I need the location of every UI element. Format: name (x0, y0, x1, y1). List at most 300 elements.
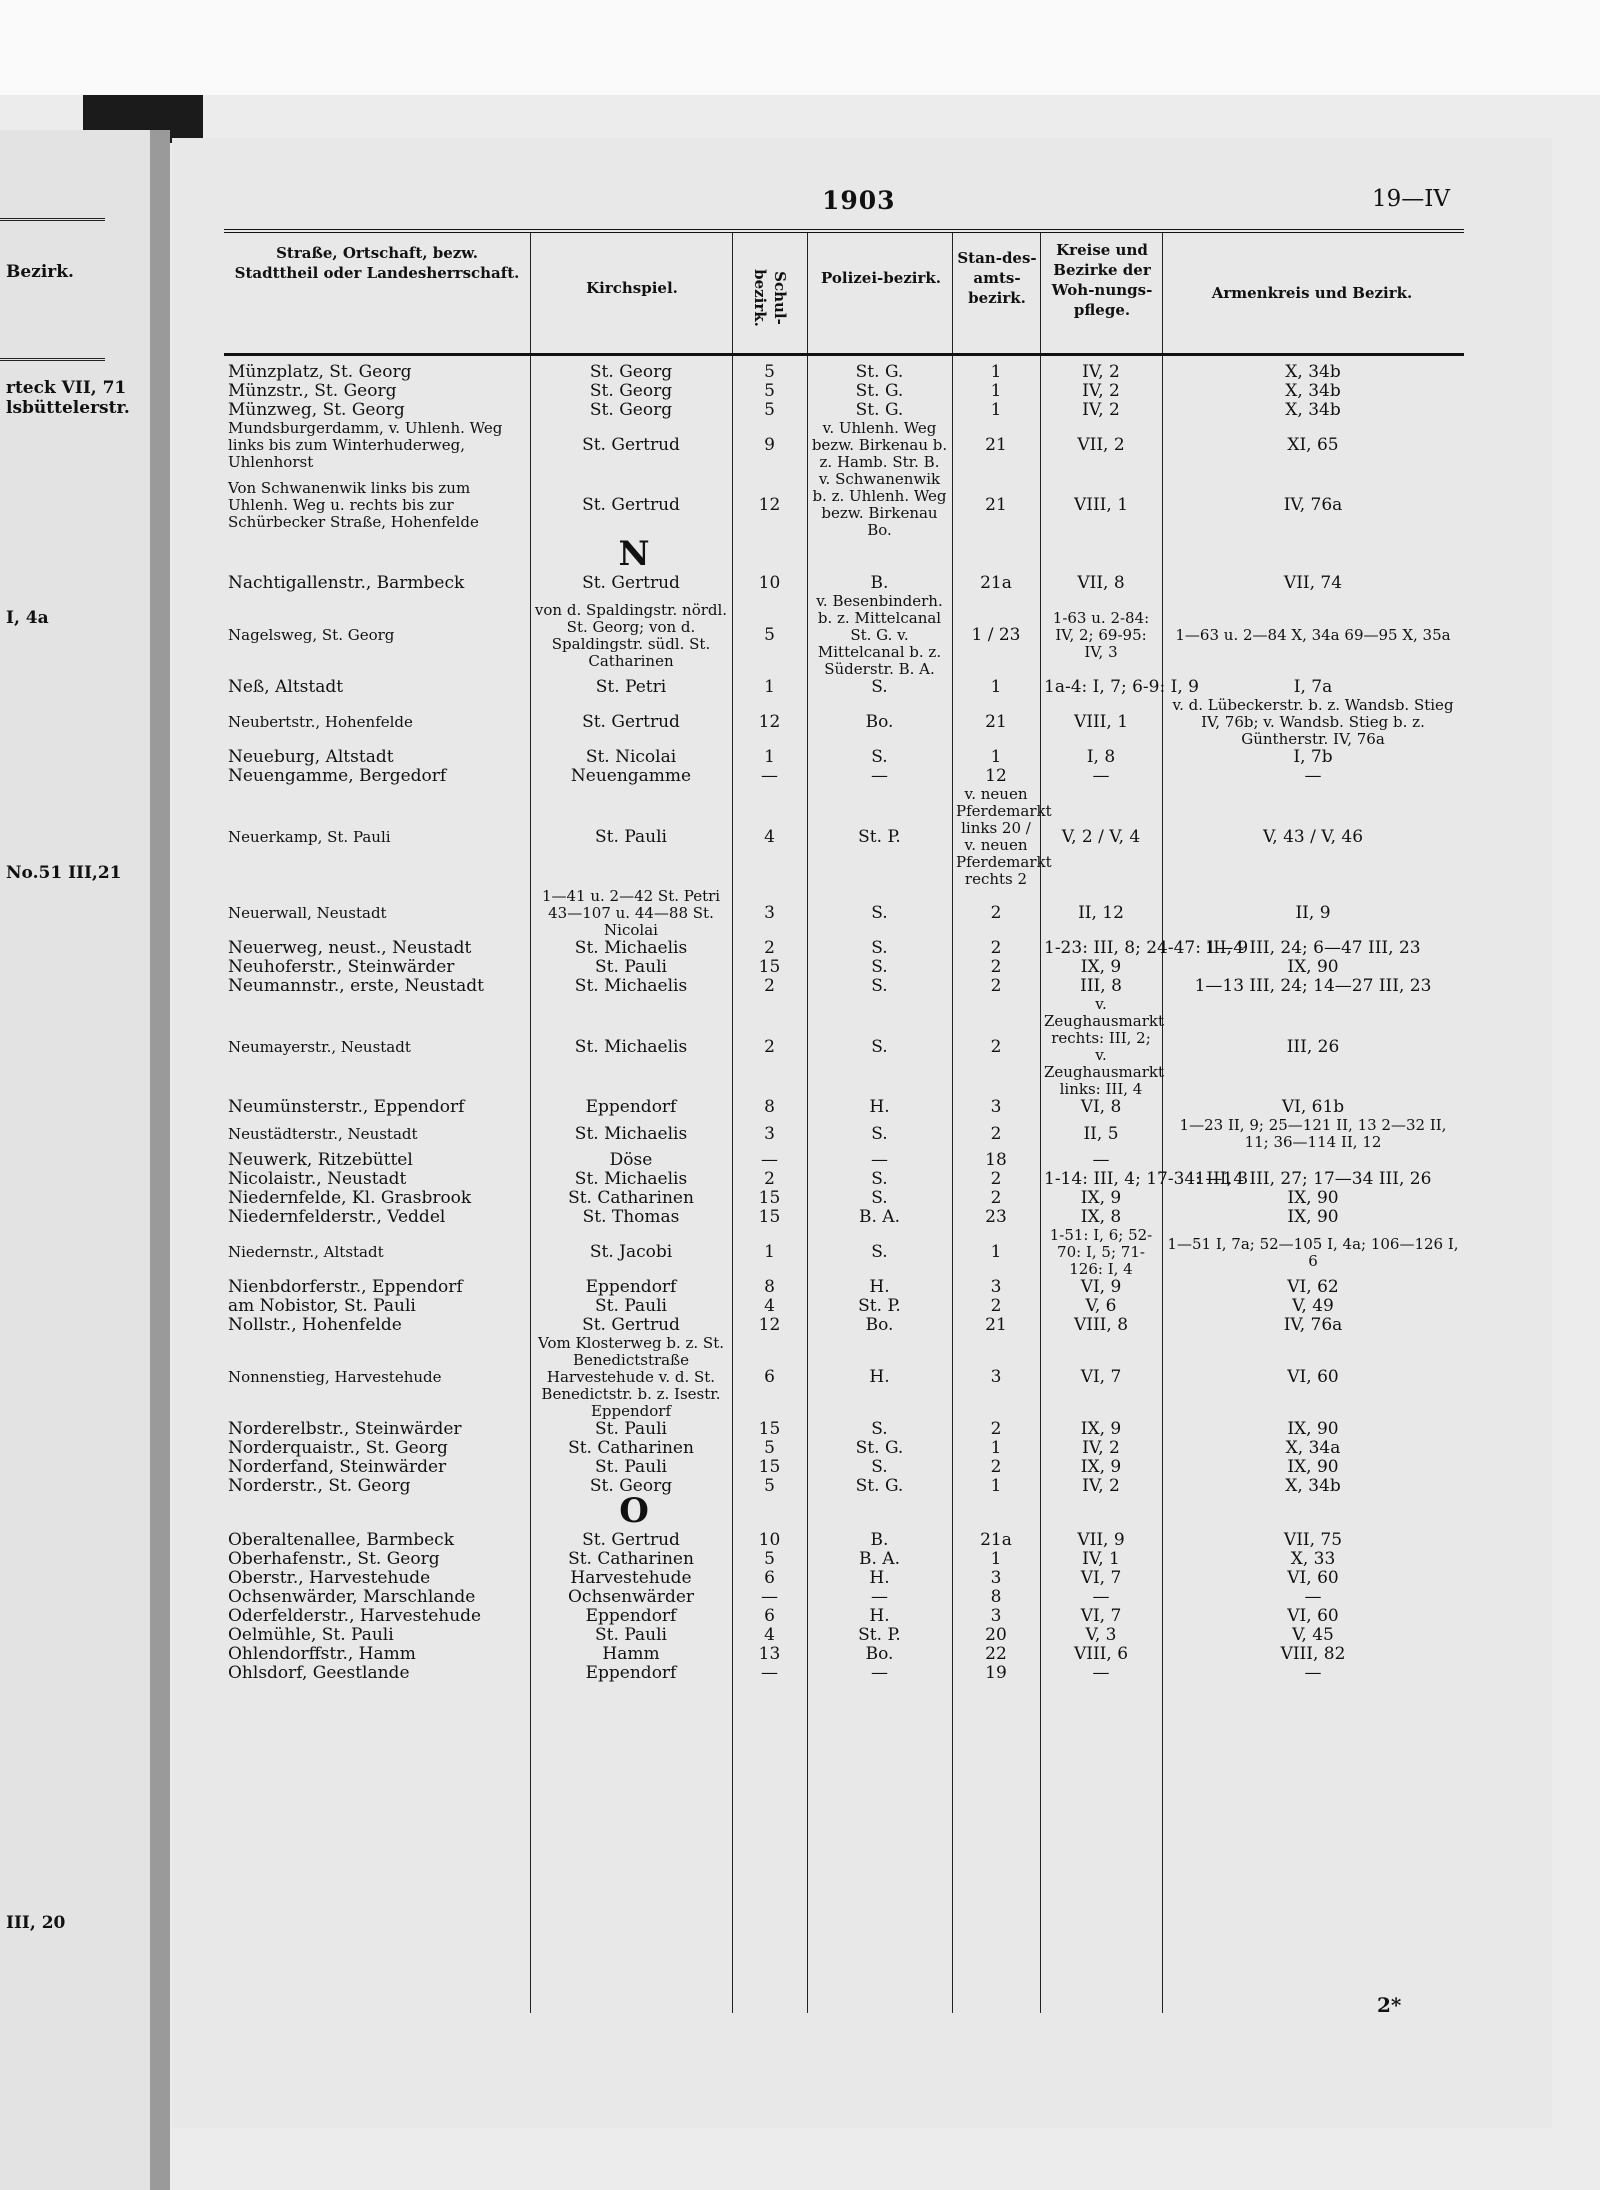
table-row (224, 1316, 1464, 1335)
cell-police: St. G. (855, 1476, 904, 1496)
cell-housing: IX, 8 (1080, 1207, 1122, 1227)
cell-school: 5 (764, 625, 775, 645)
table-row (224, 1531, 1464, 1550)
cell-poor: VI, 61b (1281, 1097, 1345, 1117)
cell-police: B. A. (859, 1207, 900, 1227)
cell-school: 2 (764, 938, 775, 958)
cell-school: 15 (758, 1207, 781, 1227)
cell-housing: II, 12 (1078, 903, 1124, 923)
table-row (224, 471, 1464, 539)
cell-police: S. (871, 957, 888, 977)
cell-registry: 3 (990, 1606, 1002, 1626)
cell-school: 5 (764, 1438, 775, 1458)
page-gutter (150, 130, 170, 2190)
cell-school: 5 (764, 381, 775, 401)
cell-school: — (761, 1587, 778, 1607)
table-row (224, 1117, 1464, 1151)
cell-poor: VI, 60 (1287, 1568, 1339, 1588)
cell-registry: 21 (985, 1315, 1007, 1335)
cell-housing: VI, 7 (1080, 1606, 1122, 1626)
col-header-registry: Stan-des-amts-bezirk. (957, 249, 1037, 307)
cell-housing: — (1092, 1663, 1110, 1683)
cell-housing: VIII, 8 (1073, 1315, 1129, 1335)
cell-poor: I, 7a (1293, 677, 1333, 697)
cell-school: 4 (764, 826, 775, 847)
cell-school: — (761, 766, 778, 786)
table-row (224, 939, 1464, 958)
cell-parish: St. Michaelis (574, 1169, 688, 1189)
table-row (224, 1664, 1464, 1683)
cell-parish: St. Pauli (595, 826, 667, 847)
cell-parish: Hamm (602, 1644, 660, 1664)
cell-police: H. (869, 1568, 890, 1588)
cell-parish: 1—41 u. 2—42 St. Petri 43—107 u. 44—88 St. Nicolai (541, 887, 721, 939)
left-heading: Bezirk. (6, 262, 74, 282)
cell-street: am Nobistor, St. Pauli (228, 1296, 416, 1316)
cell-police: S. (871, 747, 888, 767)
register-page (172, 138, 1552, 2128)
cell-police: — (871, 1587, 888, 1607)
table-row (224, 678, 1464, 697)
cell-registry: 21 (985, 712, 1007, 732)
cell-housing: — (1092, 766, 1110, 786)
cell-school: 13 (758, 1644, 781, 1664)
cell-registry: 1 (990, 1549, 1002, 1569)
cell-school: 10 (758, 573, 781, 593)
section-letter: O (619, 1491, 649, 1531)
cell-registry: 1 (990, 677, 1002, 697)
cell-housing: IX, 9 (1080, 1457, 1122, 1477)
cell-housing: VI, 7 (1080, 1367, 1122, 1387)
cell-poor: IV, 76a (1283, 1315, 1343, 1335)
cell-police: St. G. (855, 381, 904, 401)
cell-street: Neuwerk, Ritzebüttel (228, 1150, 413, 1170)
cell-street: Neß, Altstadt (228, 677, 344, 697)
cell-street: Neuerkamp, St. Pauli (228, 827, 391, 846)
cell-registry: 18 (985, 1150, 1007, 1170)
cell-street: Nachtigallenstr., Barmbeck (228, 573, 465, 593)
cell-police: S. (871, 1242, 888, 1262)
cell-registry: 21 (985, 494, 1007, 515)
table-row (224, 1458, 1464, 1477)
cell-poor: 1—14 III, 27; 17—34 III, 26 (1194, 1169, 1432, 1189)
col-header-police: Polizei-bezirk. (820, 269, 942, 287)
cell-parish: St. Georg (589, 1476, 673, 1496)
cell-parish: Döse (609, 1150, 653, 1170)
cell-parish: St. Georg (589, 362, 673, 382)
cell-housing: IX, 9 (1080, 957, 1122, 977)
table-row (224, 593, 1464, 678)
cell-police: St. P. (858, 1625, 901, 1645)
cell-street: Neuerwall, Neustadt (228, 904, 387, 922)
cell-police: S. (871, 677, 888, 697)
cell-registry: v. neuen Pferdemarkt links 20 / v. neuen Pferdemarkt rechts 2 (956, 785, 1052, 888)
cell-registry: 2 (990, 1296, 1002, 1316)
table-row (224, 1208, 1464, 1227)
cell-police: H. (869, 1277, 890, 1297)
cell-poor: II, 9 (1295, 903, 1331, 923)
cell-registry: 20 (985, 1625, 1007, 1645)
cell-poor: IX, 90 (1287, 1188, 1339, 1208)
cell-parish: von d. Spaldingstr. nördl. St. Georg; von d. Spaldingstr. südl. St. Catharinen (534, 600, 728, 670)
cell-street: Neubertstr., Hohenfelde (228, 713, 413, 731)
cell-school: 6 (764, 1606, 775, 1626)
cell-school: 15 (758, 957, 781, 977)
cell-poor: XI, 65 (1287, 435, 1339, 455)
table-row (224, 996, 1464, 1098)
cell-street: Niedernfelderstr., Veddel (228, 1207, 446, 1227)
table-row (224, 574, 1464, 593)
cell-police: S. (871, 1123, 888, 1144)
cell-police: H. (869, 1606, 890, 1626)
cell-registry: 23 (985, 1207, 1007, 1227)
cell-street: Oberaltenallee, Barmbeck (228, 1530, 454, 1550)
cell-housing: VI, 7 (1080, 1568, 1122, 1588)
cell-parish: St. Michaelis (574, 1123, 688, 1144)
cell-street: Nicolaistr., Neustadt (228, 1169, 407, 1189)
col-header-street: Straße, Ortschaft, bezw. Stadttheil oder Landesherrschaft. (234, 244, 520, 282)
table-row (224, 1626, 1464, 1645)
table-row (224, 420, 1464, 471)
cell-registry: 21a (980, 1530, 1012, 1550)
table-row (224, 1477, 1464, 1496)
cell-street: Nienbdorferstr., Eppendorf (228, 1277, 463, 1297)
cell-registry: 2 (990, 1169, 1002, 1189)
cell-street: Oberhafenstr., St. Georg (228, 1549, 440, 1569)
cell-street: Oderfelderstr., Harvestehude (228, 1606, 482, 1626)
cell-registry: 2 (990, 1188, 1002, 1208)
table-row (224, 977, 1464, 996)
cell-police: Bo. (865, 712, 894, 732)
cell-street: Oberstr., Harvestehude (228, 1568, 431, 1588)
cell-registry: 3 (990, 1568, 1002, 1588)
cell-registry: 8 (990, 1587, 1002, 1607)
cell-housing: VI, 9 (1080, 1277, 1122, 1297)
cell-parish: Eppendorf (585, 1606, 677, 1626)
cell-street: Norderstr., St. Georg (228, 1476, 411, 1496)
table-row (224, 1645, 1464, 1664)
cell-parish: St. Catharinen (568, 1188, 694, 1208)
cell-street: Neuerweg, neust., Neustadt (228, 938, 472, 958)
cell-registry: 2 (990, 1036, 1002, 1057)
table-row (224, 1189, 1464, 1208)
cell-housing: VIII, 1 (1073, 494, 1129, 515)
cell-registry: 1 (990, 1242, 1002, 1262)
cell-poor: III, 26 (1286, 1036, 1340, 1057)
cell-police: H. (869, 1097, 890, 1117)
cell-police: S. (871, 976, 888, 996)
cell-police: St. G. (855, 1438, 904, 1458)
table-row (224, 1420, 1464, 1439)
cell-street: Von Schwanenwik links bis zum Uhlenh. Weg u. rechts bis zur Schürbecker Straße, Hohenfelde (228, 478, 479, 531)
cell-street: Münzweg, St. Georg (228, 400, 405, 420)
cell-registry: 21 (985, 435, 1007, 455)
cell-police: — (871, 766, 888, 786)
cell-street: Neumayerstr., Neustadt (228, 1037, 411, 1056)
cell-parish: St. Gertrud (582, 1530, 680, 1550)
cell-poor: VI, 60 (1287, 1606, 1339, 1626)
cell-poor: VII, 75 (1283, 1530, 1343, 1550)
cell-police: S. (871, 903, 888, 923)
cell-school: — (761, 1150, 778, 1170)
cell-registry: 2 (990, 903, 1002, 923)
cell-police: — (871, 1663, 888, 1683)
cell-street: Norderelbstr., Steinwärder (228, 1419, 462, 1439)
cell-poor (1162, 1151, 1464, 1170)
table-row (224, 1278, 1464, 1297)
cell-poor: X, 34b (1285, 362, 1341, 382)
cell-street: Ohlendorffstr., Hamm (228, 1644, 416, 1664)
cell-poor: IX, 90 (1287, 1207, 1339, 1227)
cell-school: 1 (764, 1242, 775, 1262)
cell-registry: 3 (990, 1097, 1002, 1117)
cell-parish: St. Michaelis (574, 976, 688, 996)
table-row (224, 1151, 1464, 1170)
cell-police: Bo. (865, 1315, 894, 1335)
cell-parish: St. Gertrud (582, 494, 680, 515)
cell-street: Neuhoferstr., Steinwärder (228, 957, 455, 977)
table-row (224, 1297, 1464, 1316)
left-page-fragment (0, 130, 152, 2190)
table-row (224, 1550, 1464, 1569)
cell-poor: V, 45 (1292, 1625, 1334, 1645)
cell-street: Neuengamme, Bergedorf (228, 766, 447, 786)
cell-street: Mundsburgerdamm, v. Uhlenh. Weg links bis zum Winterhuderweg, Uhlenhorst (228, 419, 503, 471)
col-header-poor: Armenkreis und Bezirk. (1211, 284, 1413, 302)
cell-housing: 1-14: III, 4; 17-34: III, 3 (1044, 1169, 1249, 1189)
cell-street: Münzplatz, St. Georg (228, 362, 412, 382)
signature-mark: 2* (1377, 1993, 1402, 2017)
cell-school: 2 (764, 1169, 775, 1189)
cell-housing: VIII, 1 (1073, 712, 1129, 732)
cell-parish: St. Pauli (595, 1457, 667, 1477)
page-number: 19—IV (1372, 186, 1450, 212)
cell-school: 15 (758, 1419, 781, 1439)
left-fragment: I, 4a (6, 608, 49, 628)
scan-top-margin (0, 0, 1600, 95)
cell-housing: 1a-4: I, 7; 6-9: I, 9 (1044, 677, 1199, 697)
cell-street: Niedernstr., Altstadt (228, 1243, 384, 1261)
cell-street: Ochsenwärder, Marschlande (228, 1587, 476, 1607)
cell-street: Niedernfelde, Kl. Grasbrook (228, 1188, 472, 1208)
cell-housing: III, 8 (1080, 976, 1122, 996)
cell-street: Nollstr., Hohenfelde (228, 1315, 402, 1335)
cell-poor: IV, 76a (1283, 494, 1343, 515)
cell-housing: 1-23: III, 8; 24-47: III, 9 (1044, 938, 1249, 958)
cell-parish: St. Pauli (595, 1419, 667, 1439)
cell-registry: 2 (990, 976, 1002, 996)
header-rule (224, 353, 1464, 356)
cell-street: Neustädterstr., Neustadt (228, 1124, 418, 1143)
table-row (224, 697, 1464, 748)
cell-parish: St. Thomas (582, 1207, 680, 1227)
cell-parish: St. Catharinen (568, 1438, 694, 1458)
cell-parish: St. Pauli (595, 957, 667, 977)
cell-poor: — (1304, 1663, 1322, 1683)
cell-poor: X, 33 (1290, 1549, 1336, 1569)
cell-parish: Eppendorf (585, 1097, 677, 1117)
cell-school: 6 (764, 1367, 775, 1387)
cell-poor: 1—23 II, 9; 25—121 II, 13 2—32 II, 11; 36—114 II, 12 (1179, 1116, 1447, 1151)
cell-poor: v. d. Lübeckerstr. b. z. Wandsb. Stieg IV, 76b; v. Wandsb. Stieg b. z. Güntherstr. IV, 76a (1172, 696, 1454, 748)
cell-police: B. A. (859, 1549, 900, 1569)
cell-registry: 2 (990, 1457, 1002, 1477)
cell-police: St. G. (855, 362, 904, 382)
cell-school: 15 (758, 1188, 781, 1208)
cell-police: S. (871, 1188, 888, 1208)
cell-street: Neumünsterstr., Eppendorf (228, 1097, 465, 1117)
cell-police: H. (869, 1367, 890, 1387)
cell-housing: VII, 9 (1077, 1530, 1125, 1550)
table-row (224, 786, 1464, 888)
cell-parish: St. Georg (589, 400, 673, 420)
section-heading-row (224, 1496, 1464, 1531)
table-row (224, 1569, 1464, 1588)
cell-school: 5 (764, 362, 775, 382)
cell-school: 9 (764, 435, 775, 455)
col-header-parish: Kirchspiel. (586, 279, 678, 297)
cell-school: 12 (758, 712, 781, 732)
cell-housing: VI, 8 (1080, 1097, 1122, 1117)
cell-housing: 1-51: I, 6; 52-70: I, 5; 71-126: I, 4 (1049, 1226, 1153, 1278)
cell-police: Bo. (865, 1644, 894, 1664)
cell-poor: VI, 60 (1287, 1367, 1339, 1387)
cell-police: St. G. (855, 400, 904, 420)
top-rule (224, 229, 1464, 233)
cell-poor: 1—51 I, 7a; 52—105 I, 4a; 106—126 I, 6 (1167, 1234, 1459, 1270)
cell-school: 5 (764, 1549, 775, 1569)
cell-school: 12 (758, 1315, 781, 1335)
cell-school: 15 (758, 1457, 781, 1477)
cell-registry: 21a (980, 573, 1012, 593)
cell-parish: St. Pauli (595, 1296, 667, 1316)
cell-street: Neueburg, Altstadt (228, 747, 394, 767)
cell-housing: V, 3 (1085, 1625, 1117, 1645)
cell-police: S. (871, 1169, 888, 1189)
page-year: 1903 (822, 186, 896, 215)
cell-parish: St. Gertrud (582, 712, 680, 732)
cell-housing: 1-63 u. 2-84: IV, 2; 69-95: IV, 3 (1052, 609, 1150, 661)
cell-police: St. P. (858, 826, 901, 847)
cell-poor: IX, 90 (1287, 1419, 1339, 1439)
cell-housing: IX, 9 (1080, 1188, 1122, 1208)
cell-street: Oelmühle, St. Pauli (228, 1625, 394, 1645)
cell-poor: IX, 90 (1287, 957, 1339, 977)
cell-parish: St. Petri (595, 677, 667, 697)
cell-parish: St. Gertrud (582, 1315, 680, 1335)
table-row (224, 1607, 1464, 1626)
cell-school: 1 (764, 747, 775, 767)
cell-parish: Harvestehude (570, 1568, 692, 1588)
cell-poor: 1—13 III, 24; 14—27 III, 23 (1194, 976, 1432, 996)
cell-registry: 2 (990, 938, 1002, 958)
cell-registry: 3 (990, 1277, 1002, 1297)
table-row (224, 748, 1464, 767)
cell-poor: VI, 62 (1287, 1277, 1339, 1297)
table-row (224, 958, 1464, 977)
cell-poor: X, 34b (1285, 381, 1341, 401)
cell-school: 3 (764, 903, 775, 923)
cell-school: 4 (764, 1625, 775, 1645)
cell-police: v. Besenbinderh. b. z. Mittelcanal St. G. v. Mittelcanal b. z. Süderstr. B. A. (816, 592, 943, 678)
cell-street: Norderquaistr., St. Georg (228, 1438, 448, 1458)
left-rule (0, 358, 105, 361)
cell-police: S. (871, 938, 888, 958)
cell-parish: Eppendorf (585, 1663, 677, 1683)
cell-poor: IX, 90 (1287, 1457, 1339, 1477)
table-row (224, 1335, 1464, 1420)
cell-housing: V, 6 (1085, 1296, 1117, 1316)
table-row (224, 1098, 1464, 1117)
cell-registry: 22 (985, 1644, 1007, 1664)
cell-poor: V, 43 / V, 46 (1262, 826, 1364, 847)
cell-housing: I, 8 (1086, 747, 1116, 767)
section-heading-row (224, 539, 1464, 574)
table-row (224, 888, 1464, 939)
cell-poor: VII, 74 (1283, 573, 1343, 593)
cell-parish: Eppendorf (585, 1277, 677, 1297)
cell-registry: 1 (990, 1476, 1002, 1496)
table-row (224, 1170, 1464, 1189)
table-row (224, 401, 1464, 420)
cell-housing: IX, 9 (1080, 1419, 1122, 1439)
cell-housing: II, 5 (1083, 1123, 1119, 1144)
cell-registry: 2 (990, 1419, 1002, 1439)
cell-parish: St. Pauli (595, 1625, 667, 1645)
cell-poor: 1—4 III, 24; 6—47 III, 23 (1205, 938, 1421, 958)
cell-school: 3 (764, 1123, 775, 1144)
cell-police: B. (870, 1530, 889, 1550)
cell-registry: 2 (990, 957, 1002, 977)
cell-parish: St. Gertrud (582, 573, 680, 593)
cell-police: S. (871, 1036, 888, 1057)
cell-poor: X, 34b (1285, 1476, 1341, 1496)
cell-housing: IV, 2 (1082, 1476, 1120, 1496)
cell-poor: X, 34a (1285, 1438, 1341, 1458)
section-letter: N (618, 534, 650, 574)
table-row (224, 1227, 1464, 1278)
cell-police: — (871, 1150, 888, 1170)
cell-housing: IV, 2 (1082, 1438, 1120, 1458)
table-row (224, 767, 1464, 786)
cell-housing: IV, 2 (1082, 362, 1120, 382)
cell-school: 2 (764, 976, 775, 996)
cell-school: — (761, 1663, 778, 1683)
cell-housing: V, 2 / V, 4 (1061, 826, 1141, 847)
cell-parish: Vom Klosterweg b. z. St. Benedictstraße Harvestehude v. d. St. Benedictstr. b. z. Isestr. Eppendorf (537, 1334, 725, 1420)
table-row (224, 1588, 1464, 1607)
cell-housing: VIII, 6 (1073, 1644, 1129, 1664)
cell-registry: 1 (990, 747, 1002, 767)
cell-parish: St. Michaelis (574, 1036, 688, 1057)
col-header-housing: Kreise und Bezirke der Woh-nungs-pflege. (1051, 241, 1153, 319)
cell-poor: V, 49 (1292, 1296, 1334, 1316)
left-rule (0, 218, 105, 221)
cell-registry: 1 (990, 362, 1002, 382)
cell-poor: I, 7b (1293, 747, 1333, 767)
cell-registry: 1 (990, 1438, 1002, 1458)
cell-police: S. (871, 1419, 888, 1439)
cell-poor: 1—63 u. 2—84 X, 34a 69—95 X, 35a (1175, 626, 1451, 644)
cell-police: v. Uhlenh. Weg bezw. Birkenau b. z. Hamb. Str. B. (811, 419, 948, 471)
cell-housing: IV, 2 (1082, 400, 1120, 420)
cell-parish: St. Michaelis (574, 938, 688, 958)
cell-school: 8 (764, 1097, 775, 1117)
cell-school: 8 (764, 1277, 775, 1297)
table-row (224, 363, 1464, 382)
left-fragment: No.51 III,21 (6, 863, 122, 883)
cell-street: Norderfand, Steinwärder (228, 1457, 447, 1477)
